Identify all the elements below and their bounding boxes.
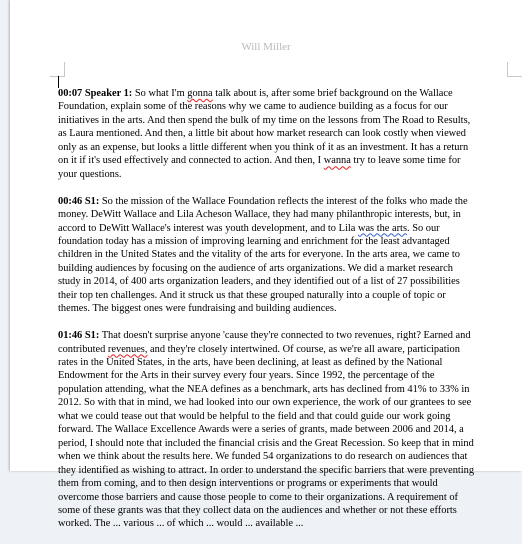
paragraph-line <box>58 491 520 504</box>
line-text: on it if it's used effectively and connected to action. And then, I <box>58 155 324 167</box>
paragraph-line <box>58 437 520 450</box>
paragraph-line <box>58 423 520 436</box>
line-text: worked. The ... various ... of which ... would ... available ... <box>58 518 304 530</box>
paragraph-line <box>58 87 520 100</box>
transcript-paragraph[interactable] <box>58 329 520 531</box>
line-text: as Laura mentioned. And then, a little bit about how market research can look costly when viewed <box>58 128 466 140</box>
paragraph-line <box>58 235 520 248</box>
paragraph-line <box>58 100 520 113</box>
line-text: period, I should note that included the financial crisis and the Great Recession. So keep that in mind <box>58 437 474 449</box>
line-text: overcome those barriers and cause those people to come to their organizations. A requirement of <box>58 491 459 503</box>
paragraph-line <box>58 114 520 127</box>
spelling-flag: revenues, <box>107 343 148 355</box>
line-text: building audiences by focusing on the audience of arts organizations. We did a market research <box>58 262 453 274</box>
paragraph-line <box>58 262 520 275</box>
line-text: contributed <box>58 343 108 355</box>
line-text: when we think about the results here. We funded 54 organizations to do research on audiences that <box>58 451 468 463</box>
paragraph-line <box>58 302 520 315</box>
paragraph-line <box>58 289 520 302</box>
transcript-paragraph[interactable] <box>58 87 520 181</box>
paragraph-line <box>58 517 520 530</box>
spelling-flag: wanna <box>323 155 351 167</box>
margin-corner-top-right <box>507 62 522 77</box>
line-text: So the mission of the Wallace Foundation reflects the interest of the folks who made the <box>99 195 468 207</box>
grammar-flag: was the arts <box>357 222 407 234</box>
paragraph-line <box>58 248 520 261</box>
paragraph-line <box>58 208 520 221</box>
paragraph-line <box>58 356 520 369</box>
line-text: 2012. So with that in mind, we had looked into our own experience, the work of our grantees to see <box>58 397 472 409</box>
paragraph-line <box>58 168 520 181</box>
line-text: initiatives in the arts. And then spend the bulk of my time on the lessons from The Road to Results, <box>58 114 471 126</box>
line-text: accord to DeWitt Wallace's interest was youth development, and to Lila <box>58 222 358 234</box>
paragraph-line <box>58 450 520 463</box>
spelling-flag: gonna <box>187 88 213 99</box>
paragraph-line <box>58 275 520 288</box>
line-text: That doesn't surprise anyone 'cause they're connected to two revenues, right? Earned and <box>99 330 471 342</box>
line-text: study in 2014, of 400 arts organization leaders, and they identified out of a list of 27 possibilities <box>58 276 460 288</box>
speaker-timestamp: 00:46 S1: <box>58 195 100 207</box>
paragraph-line <box>58 222 520 235</box>
line-text: only as an expense, but looks a little different when you think of it as an investment. It has a return <box>58 141 469 153</box>
document-body[interactable] <box>58 87 520 544</box>
speaker-timestamp: 00:07 Speaker 1: <box>58 88 133 99</box>
paragraph-line <box>58 141 520 154</box>
paragraph-line <box>58 329 520 342</box>
line-text: try to leave some time for <box>350 155 461 167</box>
line-text: your questions. <box>58 168 122 180</box>
paragraph-line <box>58 464 520 477</box>
line-text: and they're closely intertwined. Of course, as we're all aware, participation <box>147 343 460 355</box>
line-text: their top ten challenges. And it struck us that these grouped naturally into a couple of topic or <box>58 289 446 301</box>
document-page[interactable] <box>10 0 522 530</box>
line-text: what we could tease out that would be helpful to the field and that could guide our work going <box>58 410 451 422</box>
line-text: So what I'm <box>132 88 188 99</box>
transcript-paragraph[interactable] <box>58 195 520 316</box>
paragraph-line <box>58 383 520 396</box>
paragraph-line <box>58 195 520 208</box>
line-text: population attending, what the NEA defines as a benchmark, arts has declined from 41% to 33% in <box>58 383 470 395</box>
line-text: rates in the United States, in the arts, have been declining, at least as defined by the National <box>58 357 443 369</box>
line-text: Foundation, explain some of the reasons why we came to audience building as a focus for our <box>58 101 448 113</box>
line-text: talk about is, after some brief background on the Wallace <box>212 88 453 99</box>
paragraph-line <box>58 369 520 382</box>
line-text: they identified as wishing to attract. In order to understand the specific barriers that were preventing <box>58 464 475 476</box>
line-text: Endowment for the Arts in their survey every four years. Since 1992, the percentage of the <box>58 370 435 382</box>
paragraph-line <box>58 410 520 423</box>
paragraph-line <box>58 477 520 490</box>
page-header[interactable]: Will Miller <box>241 41 291 53</box>
speaker-timestamp: 01:46 S1: <box>58 330 100 342</box>
paragraph-line <box>58 396 520 409</box>
paragraph-line <box>58 154 520 167</box>
line-text: themes. The biggest ones were fundraising and building audiences. <box>58 303 337 315</box>
line-text: . So our <box>407 222 440 234</box>
paragraph-line <box>58 343 520 356</box>
line-text: foundation today has a mission of improving learning and enrichment for the least advantaged <box>58 235 450 247</box>
line-text: money. DeWitt Wallace and Lila Acheson Wallace, they had many philanthropic interests, but, in <box>58 209 461 221</box>
line-text: them from coming, and to then design interventions or programs or experiments that would <box>58 478 438 490</box>
line-text: children in the United States and the vitality of the arts for everyone. In the arts area, we came to <box>58 249 460 261</box>
line-text: some of these grants was that they collect data on the audiences and whether or not these efforts <box>58 505 457 517</box>
margin-corner-top-left <box>50 62 65 77</box>
paragraph-line <box>58 504 520 517</box>
paragraph-line <box>58 127 520 140</box>
line-text: forward. The Wallace Excellence Awards were a series of grants, made between 2006 and 2014, a <box>58 424 464 436</box>
